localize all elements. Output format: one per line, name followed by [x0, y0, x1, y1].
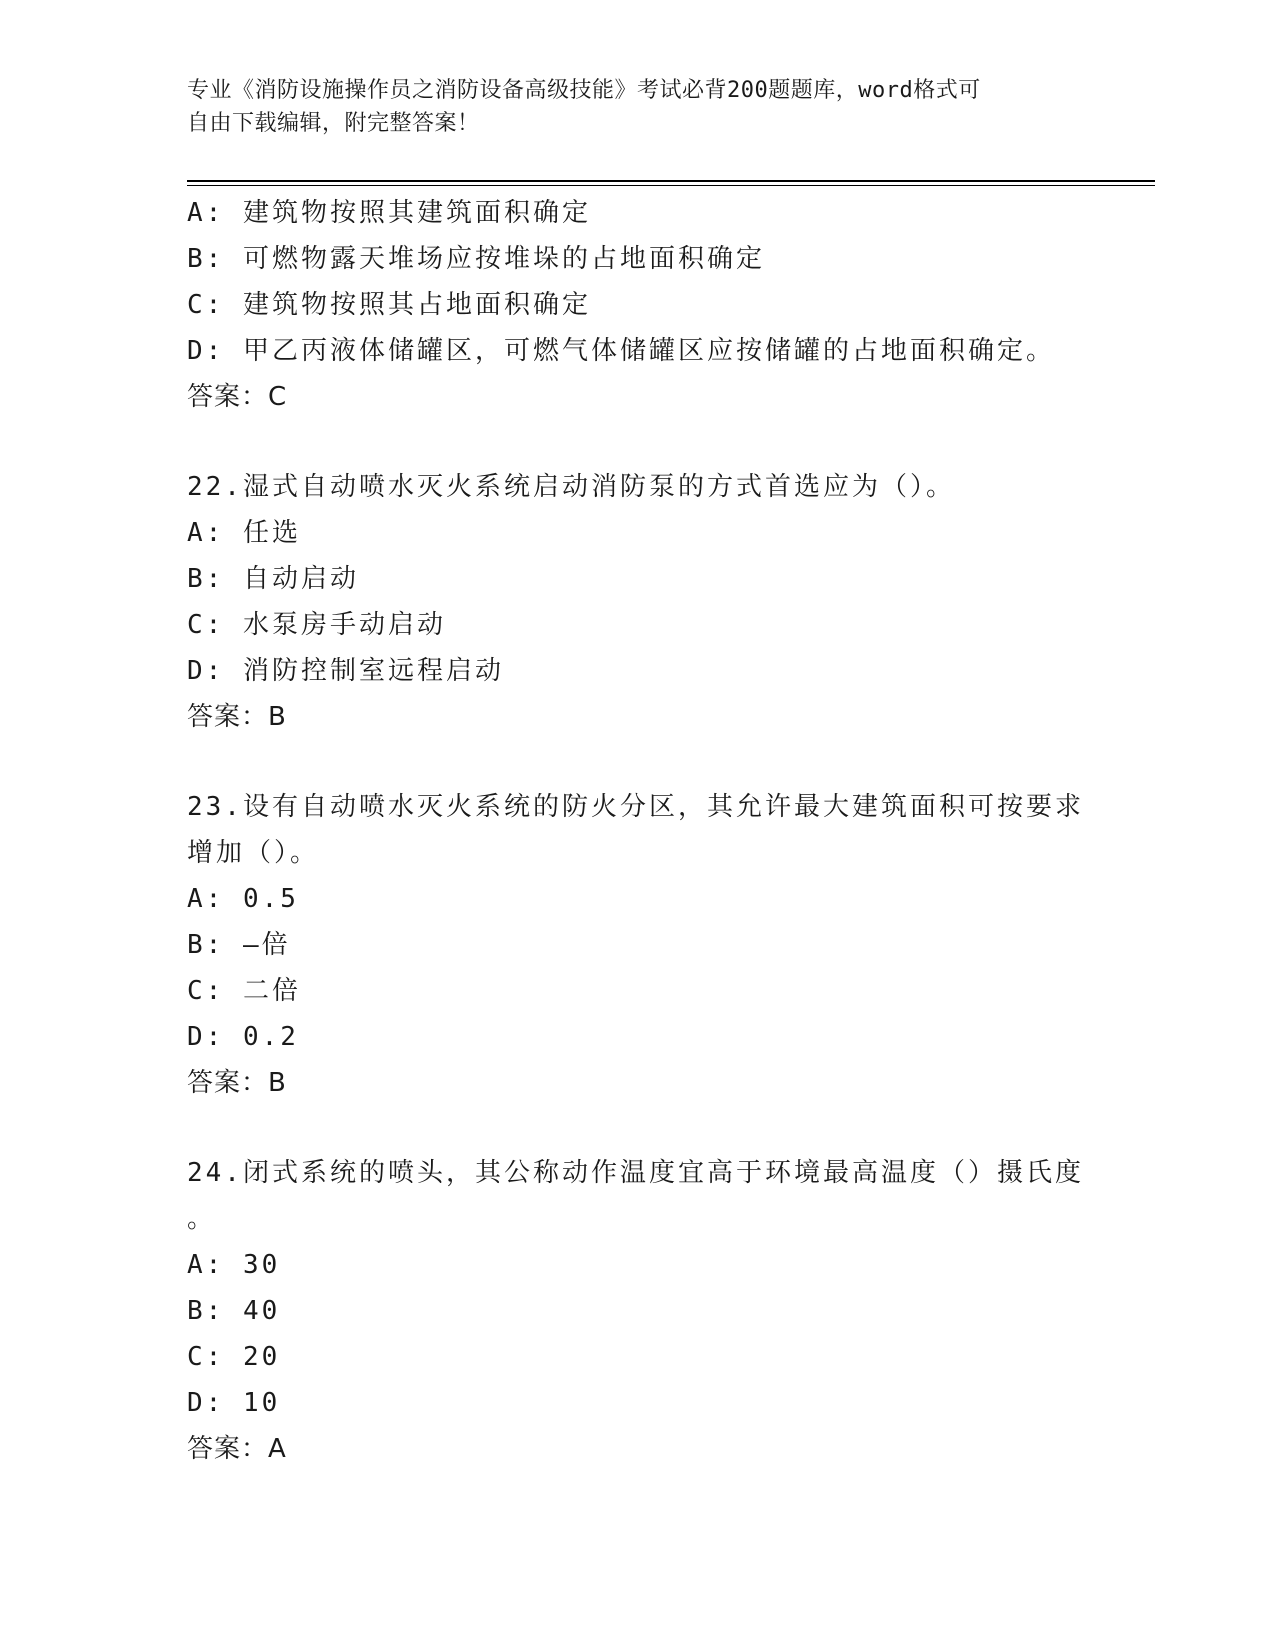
question-spacer: [187, 1106, 1087, 1150]
question-23: [187, 784, 1087, 1106]
option-a: A: 30: [187, 1250, 281, 1280]
answer-line: 答案：B: [187, 702, 287, 732]
answer-line: 答案：B: [187, 1068, 287, 1098]
option-d: D: 10: [187, 1388, 281, 1418]
option-a: A: 建筑物按照其建筑面积确定: [187, 198, 591, 228]
question-text-line-2: 增加（）。: [187, 838, 320, 868]
question-text-line-1: 24.闭式系统的喷头，其公称动作温度宜高于环境最高温度（）摄氏度: [187, 1158, 1084, 1188]
question-text-line-2: 。: [187, 1204, 217, 1234]
question-spacer: [187, 420, 1087, 464]
question-text: 22.湿式自动喷水灭火系统启动消防泵的方式首选应为（）。: [187, 472, 955, 502]
option-a: A: 任选: [187, 518, 301, 548]
answer-line: 答案：C: [187, 382, 288, 412]
header-divider-thin: [187, 185, 1155, 186]
option-b: B: 自动启动: [187, 564, 359, 594]
option-a: A: 0.5: [187, 884, 299, 914]
header-divider-thick: [187, 180, 1155, 182]
option-b: B: —倍: [187, 930, 291, 960]
answer-line: 答案：A: [187, 1434, 287, 1464]
header-line-2: 自由下载编辑，附完整答案！: [187, 111, 480, 136]
option-c: C: 水泵房手动启动: [187, 610, 446, 640]
question-21: [187, 190, 1087, 420]
option-d: D: 甲乙丙液体储罐区，可燃气体储罐区应按储罐的占地面积确定。: [187, 336, 1055, 366]
option-d: D: 0.2: [187, 1022, 299, 1052]
question-22: [187, 464, 1087, 740]
question-spacer: [187, 740, 1087, 784]
option-c: C: 二倍: [187, 976, 301, 1006]
option-b: B: 可燃物露天堆场应按堆垛的占地面积确定: [187, 244, 765, 274]
option-c: C: 20: [187, 1342, 281, 1372]
question-text-line-1: 23.设有自动喷水灭火系统的防火分区，其允许最大建筑面积可按要求: [187, 792, 1084, 822]
question-list: [187, 190, 1087, 1472]
option-c: C: 建筑物按照其占地面积确定: [187, 290, 591, 320]
header-line-1: 专业《消防设施操作员之消防设备高级技能》考试必背200题题库，word格式可: [187, 78, 981, 103]
document-header: [187, 74, 1067, 140]
question-24: [187, 1150, 1087, 1472]
option-d: D: 消防控制室远程启动: [187, 656, 504, 686]
option-b: B: 40: [187, 1296, 281, 1326]
